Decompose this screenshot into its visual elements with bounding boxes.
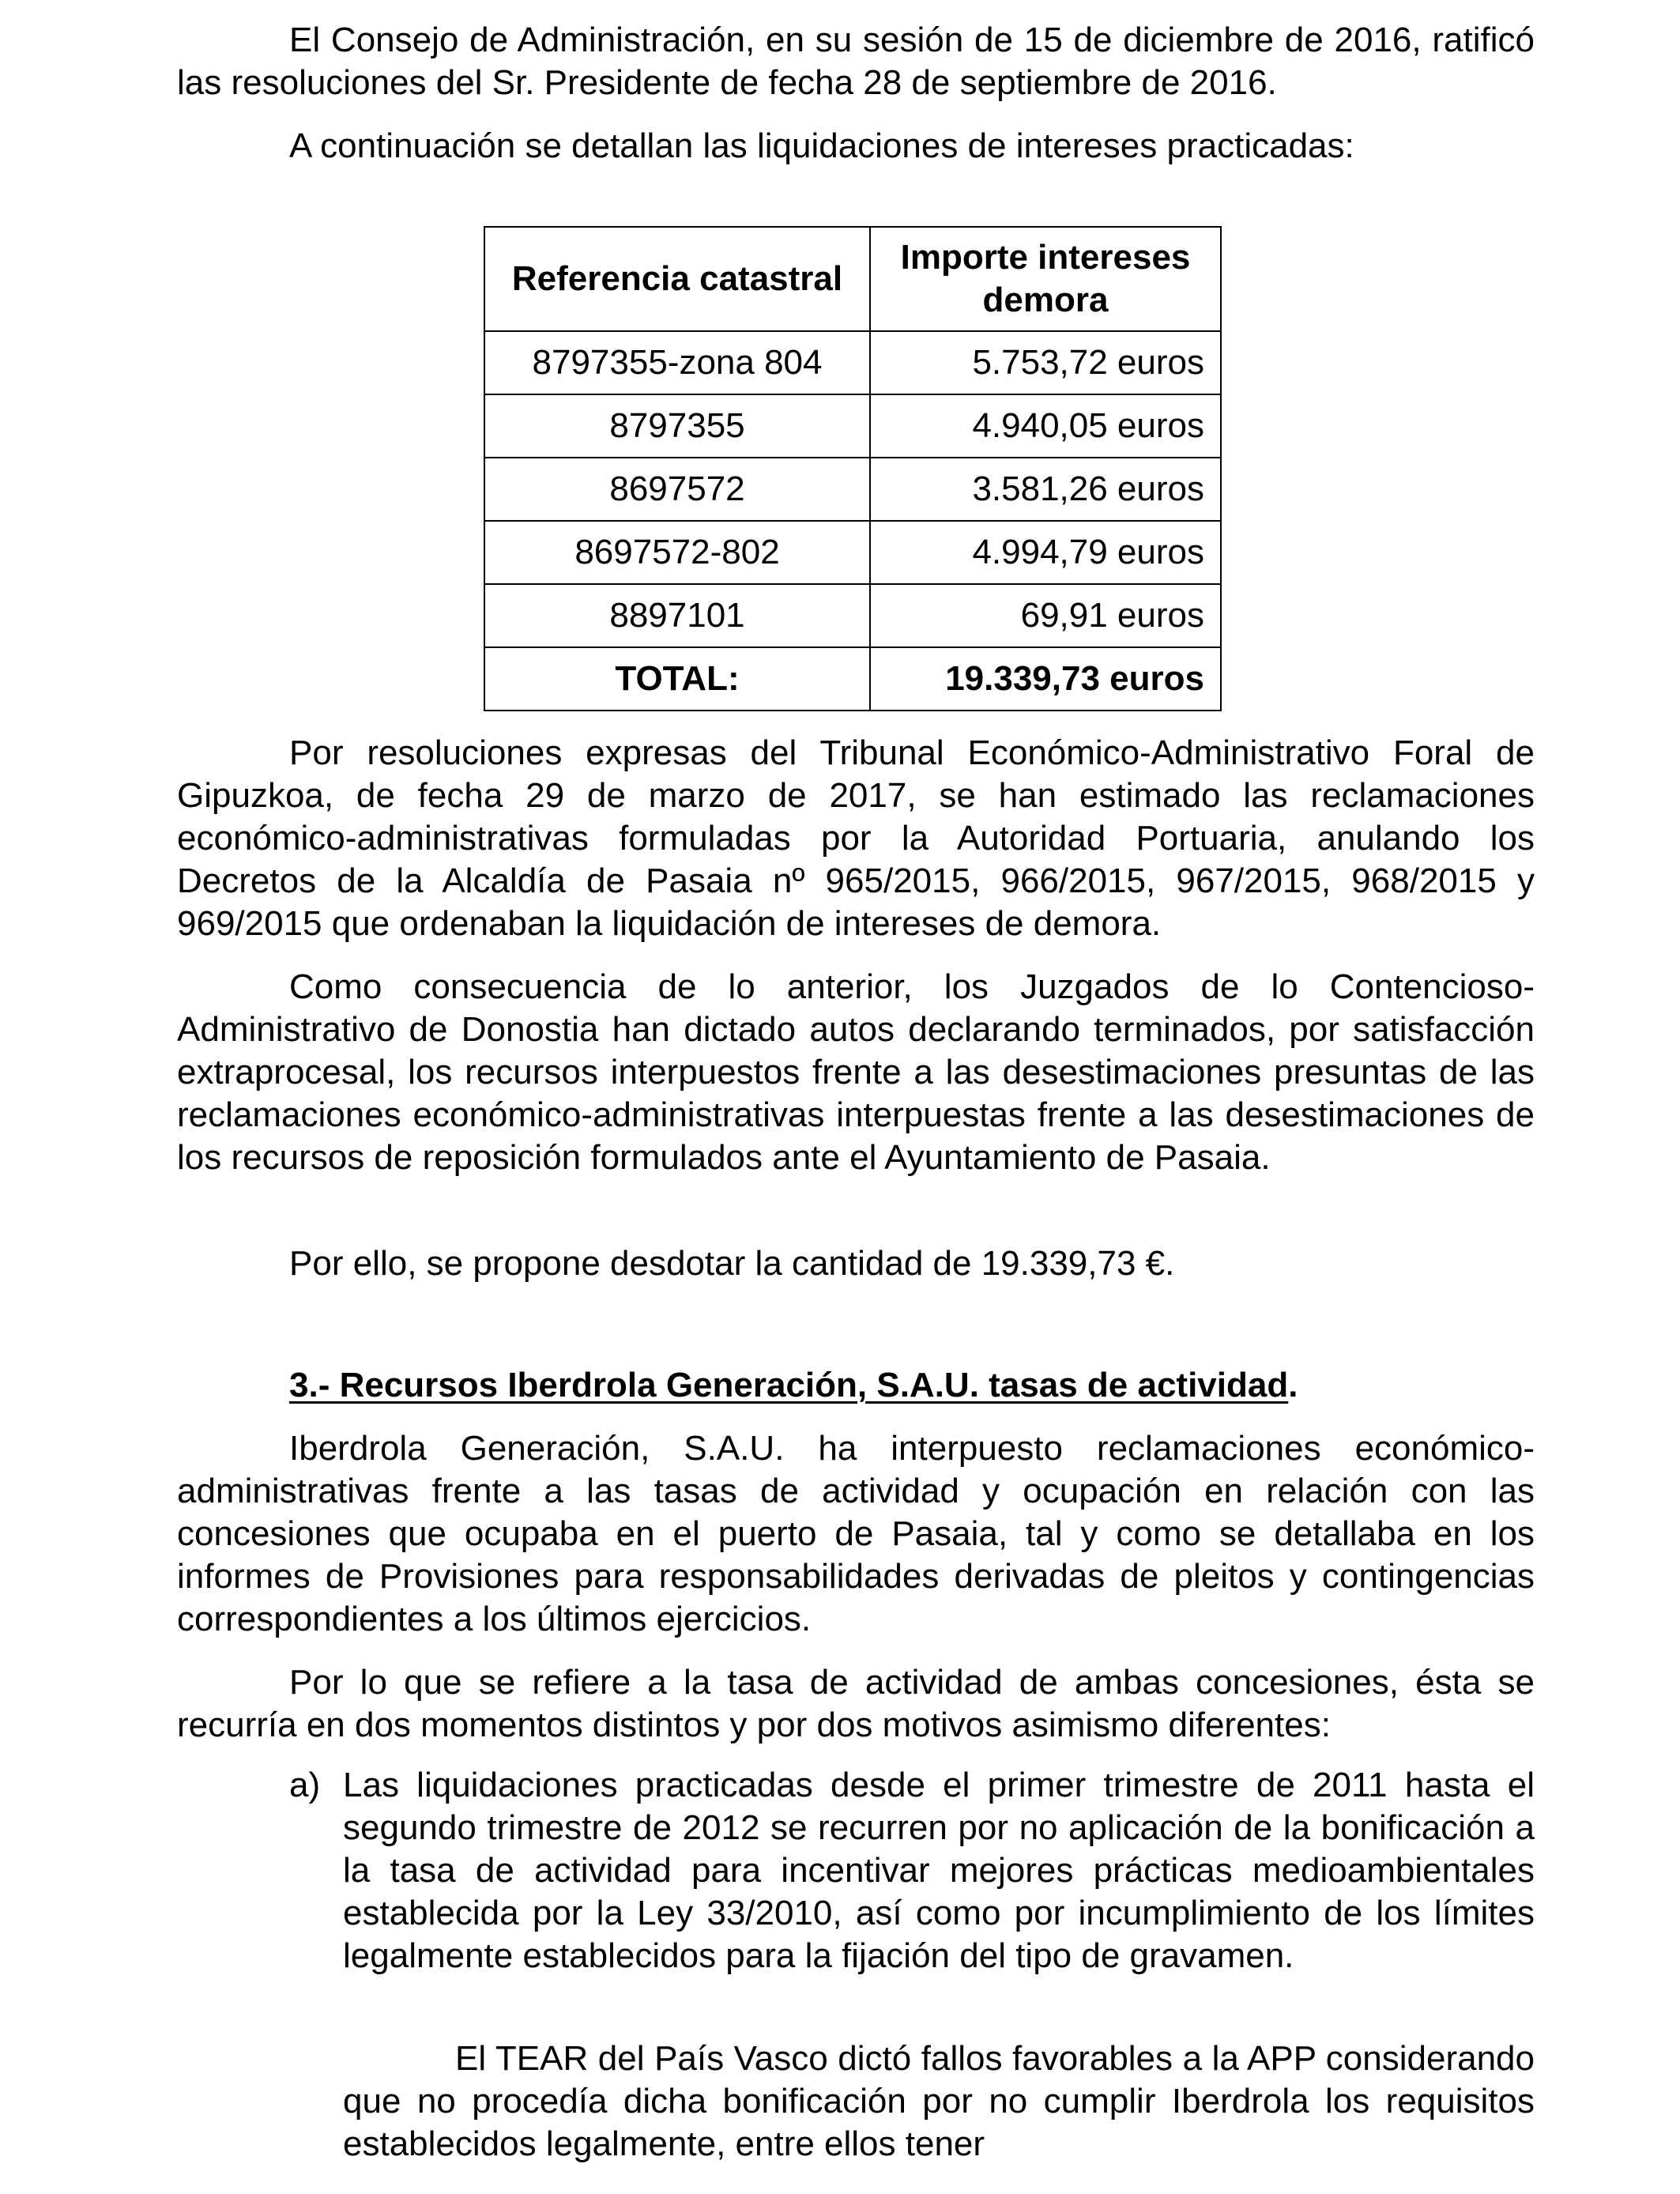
list-item-a-continuation [289, 2038, 1535, 2166]
paragraph-tasa-actividad [177, 1661, 1535, 1747]
table-row [484, 331, 1221, 394]
paragraph-text: Como consecuencia de lo anterior, los Juzgados de lo Contencioso-Administrativo de Donostia han dictado autos declarando terminados, por satisfacción extraprocesal, los recursos interpuestos frente a las desestimaciones presuntas de las reclamaciones económico-administrativas interpuestas frente a las desestimaciones de los recursos de reposición formulados ante el Ayuntamiento de Pasaia. [177, 967, 1535, 1177]
cell-reference: 8797355 [484, 394, 870, 458]
interest-table [484, 226, 1222, 711]
paragraph-tribunal [177, 732, 1535, 945]
section-heading [289, 1364, 1298, 1407]
cell-reference: 8797355-zona 804 [484, 331, 870, 394]
table-row [484, 394, 1221, 458]
cell-reference: 8897101 [484, 584, 870, 647]
column-header-reference: Referencia catastral [484, 227, 870, 331]
paragraph-text: Iberdrola Generación, S.A.U. ha interpuesto reclamaciones económico-administrativas frente a las tasas de actividad y ocupación en relación con las concesiones que ocupaba en el puerto de Pasaia, tal y como se detallaba en los informes de Provisiones para responsabilidades derivadas de pleitos y contingencias correspondientes a los últimos ejercicios. [177, 1429, 1535, 1638]
list-item-text: Las liquidaciones practicadas desde el primer trimestre de 2011 hasta el segundo trimestre de 2012 se recurren por no aplicación de la bonificación a la tasa de actividad para incentivar mejores prácticas medioambientales establecida por la Ley 33/2010, así como por incumplimiento de los límites legalmente establecidos para la fijación del tipo de gravamen. [343, 1766, 1535, 1975]
paragraph-juzgados [177, 966, 1535, 1179]
list-marker: a) [289, 1766, 321, 1804]
paragraph-intro-table [177, 125, 1535, 168]
section-heading-period: . [1288, 1366, 1298, 1404]
table-header-row [484, 227, 1221, 331]
cell-amount: 4.994,79 euros [870, 521, 1221, 584]
cell-reference: 8697572 [484, 458, 870, 521]
section-heading-text: 3.- Recursos Iberdrola Generación, S.A.U. tasas de actividad [289, 1366, 1289, 1404]
table-total-row [484, 647, 1221, 711]
paragraph-text: Por resoluciones expresas del Tribunal Económico-Administrativo Foral de Gipuzkoa, de fecha 29 de marzo de 2017, se han estimado las reclamaciones económico-administrativas formuladas por la Autoridad Portuaria, anulando los Decretos de la Alcaldía de Pasaia nº 965/2015, 966/2015, 967/2015, 968/2015 y 969/2015 que ordenaban la liquidación de intereses de demora. [177, 733, 1535, 943]
paragraph-consejo [177, 19, 1535, 104]
table-row [484, 521, 1221, 584]
list-item-a [289, 1764, 1535, 1977]
paragraph-text: Por ello, se propone desdotar la cantidad de 19.339,73 €. [289, 1244, 1175, 1283]
cell-amount: 4.940,05 euros [870, 394, 1221, 458]
paragraph-text: El Consejo de Administración, en su sesión de 15 de diciembre de 2016, ratificó las resoluciones del Sr. Presidente de fecha 28 de septiembre de 2016. [177, 21, 1535, 102]
list-item-subparagraph: El TEAR del País Vasco dictó fallos favorables a la APP considerando que no procedía dicha bonificación por no cumplir Iberdrola los requisitos establecidos legalmente, entre ellos tener [343, 2039, 1535, 2163]
column-header-amount: Importe intereses demora [870, 227, 1221, 331]
paragraph-text: A continuación se detallan las liquidaciones de intereses practicadas: [289, 126, 1354, 165]
cell-reference: 8697572-802 [484, 521, 870, 584]
paragraph-desdotar [177, 1242, 1535, 1285]
total-amount: 19.339,73 euros [870, 647, 1221, 711]
cell-amount: 5.753,72 euros [870, 331, 1221, 394]
paragraph-iberdrola [177, 1427, 1535, 1641]
cell-amount: 69,91 euros [870, 584, 1221, 647]
total-label: TOTAL: [484, 647, 870, 711]
cell-amount: 3.581,26 euros [870, 458, 1221, 521]
table-row [484, 584, 1221, 647]
paragraph-text: Por lo que se refiere a la tasa de actividad de ambas concesiones, ésta se recurría en dos momentos distintos y por dos motivos asimismo diferentes: [177, 1663, 1535, 1744]
table-row [484, 458, 1221, 521]
